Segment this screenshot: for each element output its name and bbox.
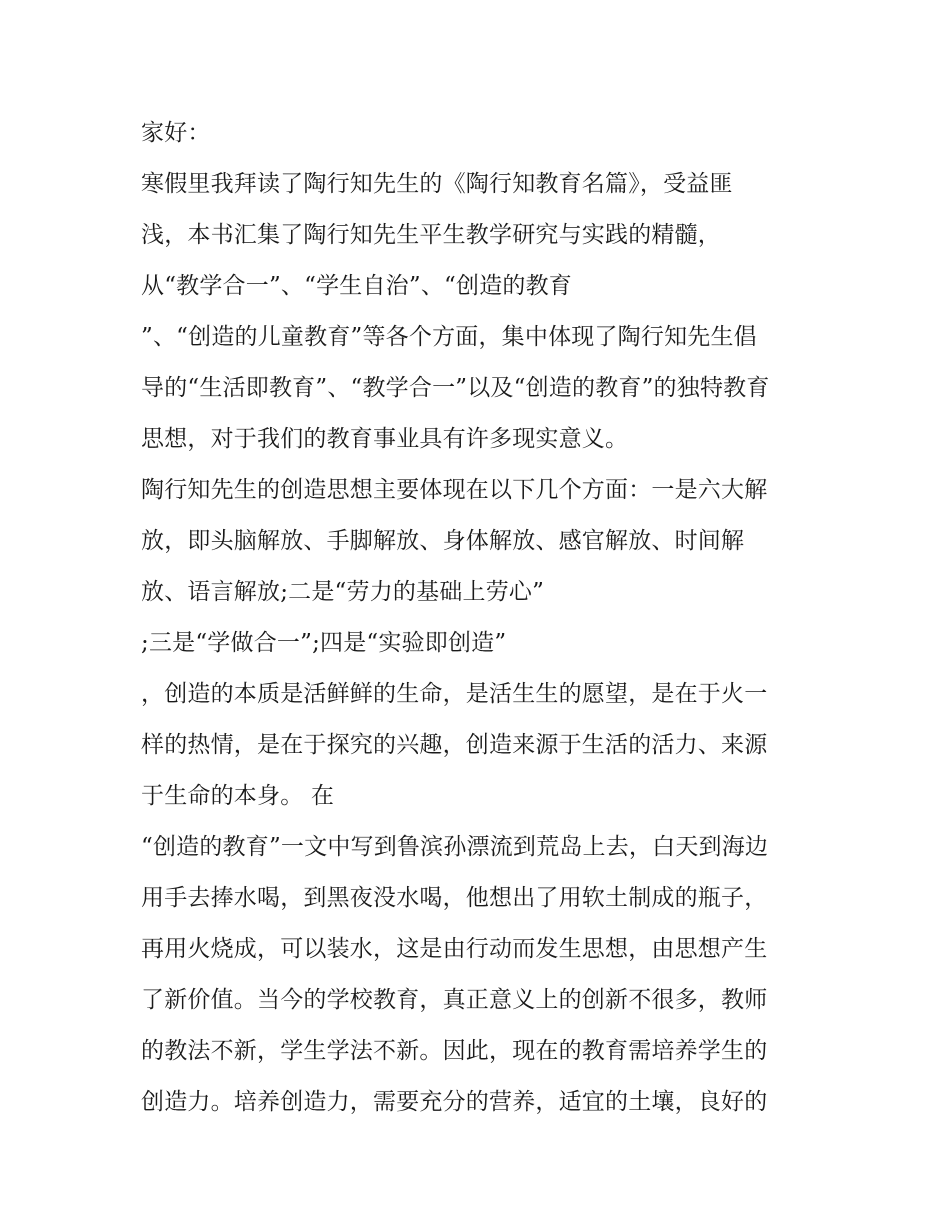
body-text <box>141 108 841 1128</box>
text-line: 放，即头脑解放、手脚解放、身体解放、感官解放、时间解 <box>141 528 745 554</box>
text-line: ，创造的本质是活鲜鲜的生命，是活生生的愿望，是在于火一 <box>141 681 768 707</box>
text-line: 样的热情，是在于探究的兴趣，创造来源于生活的活力、来源 <box>141 732 768 758</box>
text-line: ;三是“学做合一”;四是“实验即创造” <box>141 630 507 656</box>
text-line: 的教法不新，学生学法不新。因此，现在的教育需培养学生的 <box>141 1038 768 1064</box>
text-line: 了新价值。当今的学校教育，真正意义上的创新不很多，教师 <box>141 987 768 1013</box>
text-line: 从“教学合一”、“学生自治”、“创造的教育 <box>141 273 572 299</box>
text-line: “创造的教育”一文中写到鲁滨孙漂流到荒岛上去，白天到海边 <box>141 834 769 860</box>
text-line: 导的“生活即教育”、“教学合一”以及“创造的教育”的独特教育 <box>141 375 770 401</box>
text-line: 思想，对于我们的教育事业具有许多现实意义。 <box>141 426 629 452</box>
text-line: 浅，本书汇集了陶行知先生平生教学研究与实践的精髓， <box>141 222 721 248</box>
text-line: 家好： <box>141 120 211 146</box>
text-line: 放、语言解放;二是“劳力的基础上劳心” <box>141 579 545 605</box>
text-line: 寒假里我拜读了陶行知先生的《陶行知教育名篇》，受益匪 <box>141 171 733 197</box>
text-line: 用手去捧水喝，到黑夜没水喝，他想出了用软土制成的瓶子， <box>141 885 768 911</box>
text-line: 陶行知先生的创造思想主要体现在以下几个方面：一是六大解 <box>141 477 768 503</box>
text-line: ”、“创造的儿童教育”等各个方面，集中体现了陶行知先生倡 <box>141 324 757 350</box>
text-line: 创造力。培养创造力，需要充分的营养，适宜的土壤，良好的 <box>141 1089 768 1115</box>
text-line: 再用火烧成，可以装水，这是由行动而发生思想，由思想产生 <box>141 936 768 962</box>
text-line: 于生命的本身。 在 <box>141 783 335 809</box>
